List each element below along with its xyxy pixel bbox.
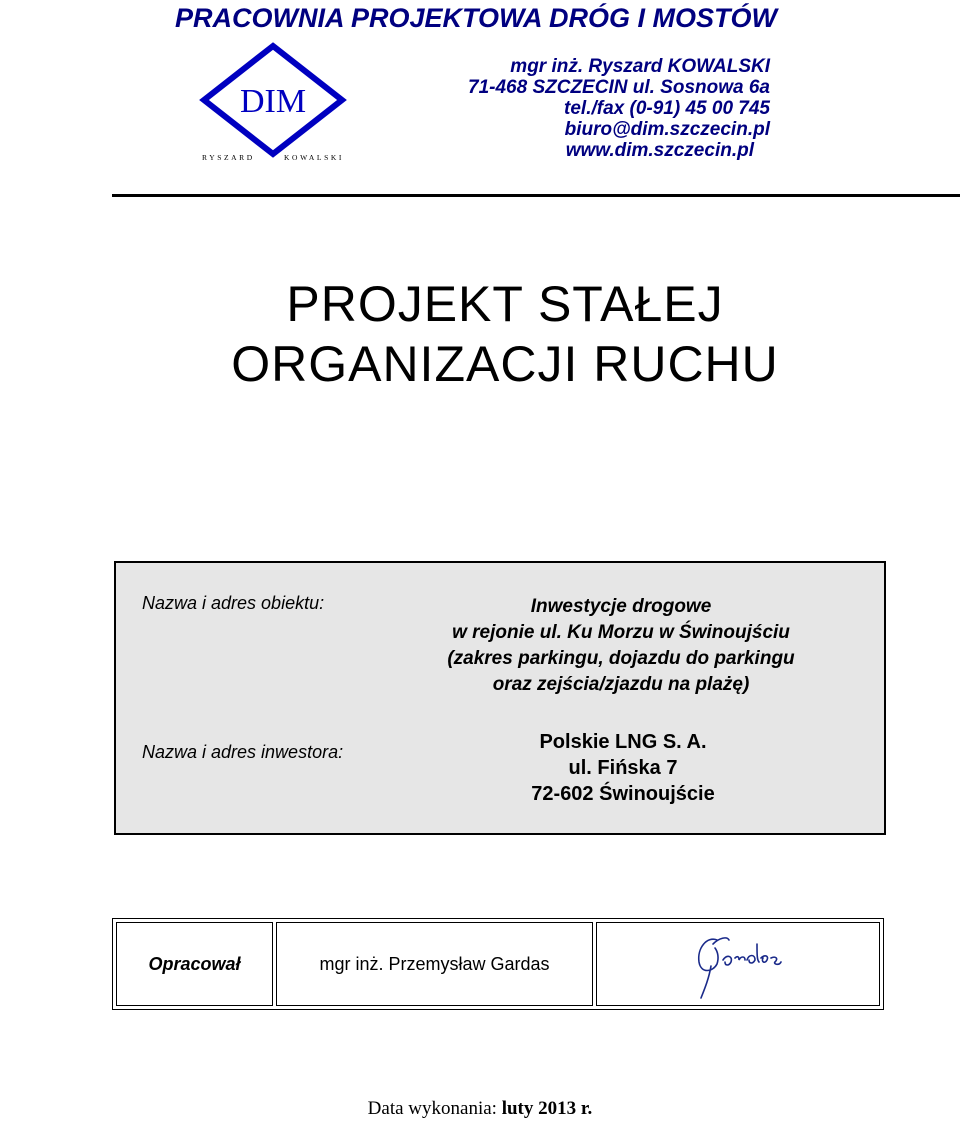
contact-phone: tel./fax (0-91) 45 00 745 [564,98,770,119]
title-line-2: ORGANIZACJI RUCHU [231,336,779,392]
object-label: Nazwa i adres obiektu: [142,593,325,613]
logo-mark: DIM [239,83,307,120]
contact-name: mgr inż. Ryszard KOWALSKI [510,56,770,77]
date-value: luty 2013 r. [501,1098,593,1119]
object-line: Inwestycje drogowe [530,596,712,617]
date-label: Data wykonania: [367,1098,497,1119]
document-title [0,274,960,394]
handwritten-signature-icon [683,926,793,1002]
contact-website: www.dim.szczecin.pl [565,140,754,161]
completion-date [0,1098,960,1120]
object-line: w rejonie ul. Ku Morzu w Świnoujściu [452,622,790,643]
investor-line: 72-602 Świnoujście [531,783,715,805]
object-description [366,594,876,698]
project-info-box [114,561,886,835]
investor-details [466,729,780,807]
title-line-1: PROJEKT STAŁEJ [286,276,724,332]
object-line: oraz zejścia/zjazdu na plażę) [492,674,750,695]
contact-block [400,56,770,161]
role-cell: Opracował [116,922,273,1006]
signature-cell [596,922,880,1006]
investor-line: Polskie LNG S. A. [539,731,707,753]
dim-logo-icon [198,42,348,162]
header-divider [112,194,960,197]
contact-email: biuro@dim.szczecin.pl [564,119,770,140]
investor-label: Nazwa i adres inwestora: [142,742,344,762]
firm-name: PRACOWNIA PROJEKTOWA DRÓG I MOSTÓW [175,3,778,33]
author-cell: mgr inż. Przemysław Gardas [276,922,593,1006]
investor-line: ul. Fińska 7 [568,757,678,779]
object-line: (zakres parkingu, dojazdu do parkingu [447,648,795,669]
logo-subtitle-right: KOWALSKI [284,153,344,162]
logo-subtitle-left: RYSZARD [202,153,255,162]
signature-table [112,918,884,1010]
contact-address: 71-468 SZCZECIN ul. Sosnowa 6a [468,77,770,98]
